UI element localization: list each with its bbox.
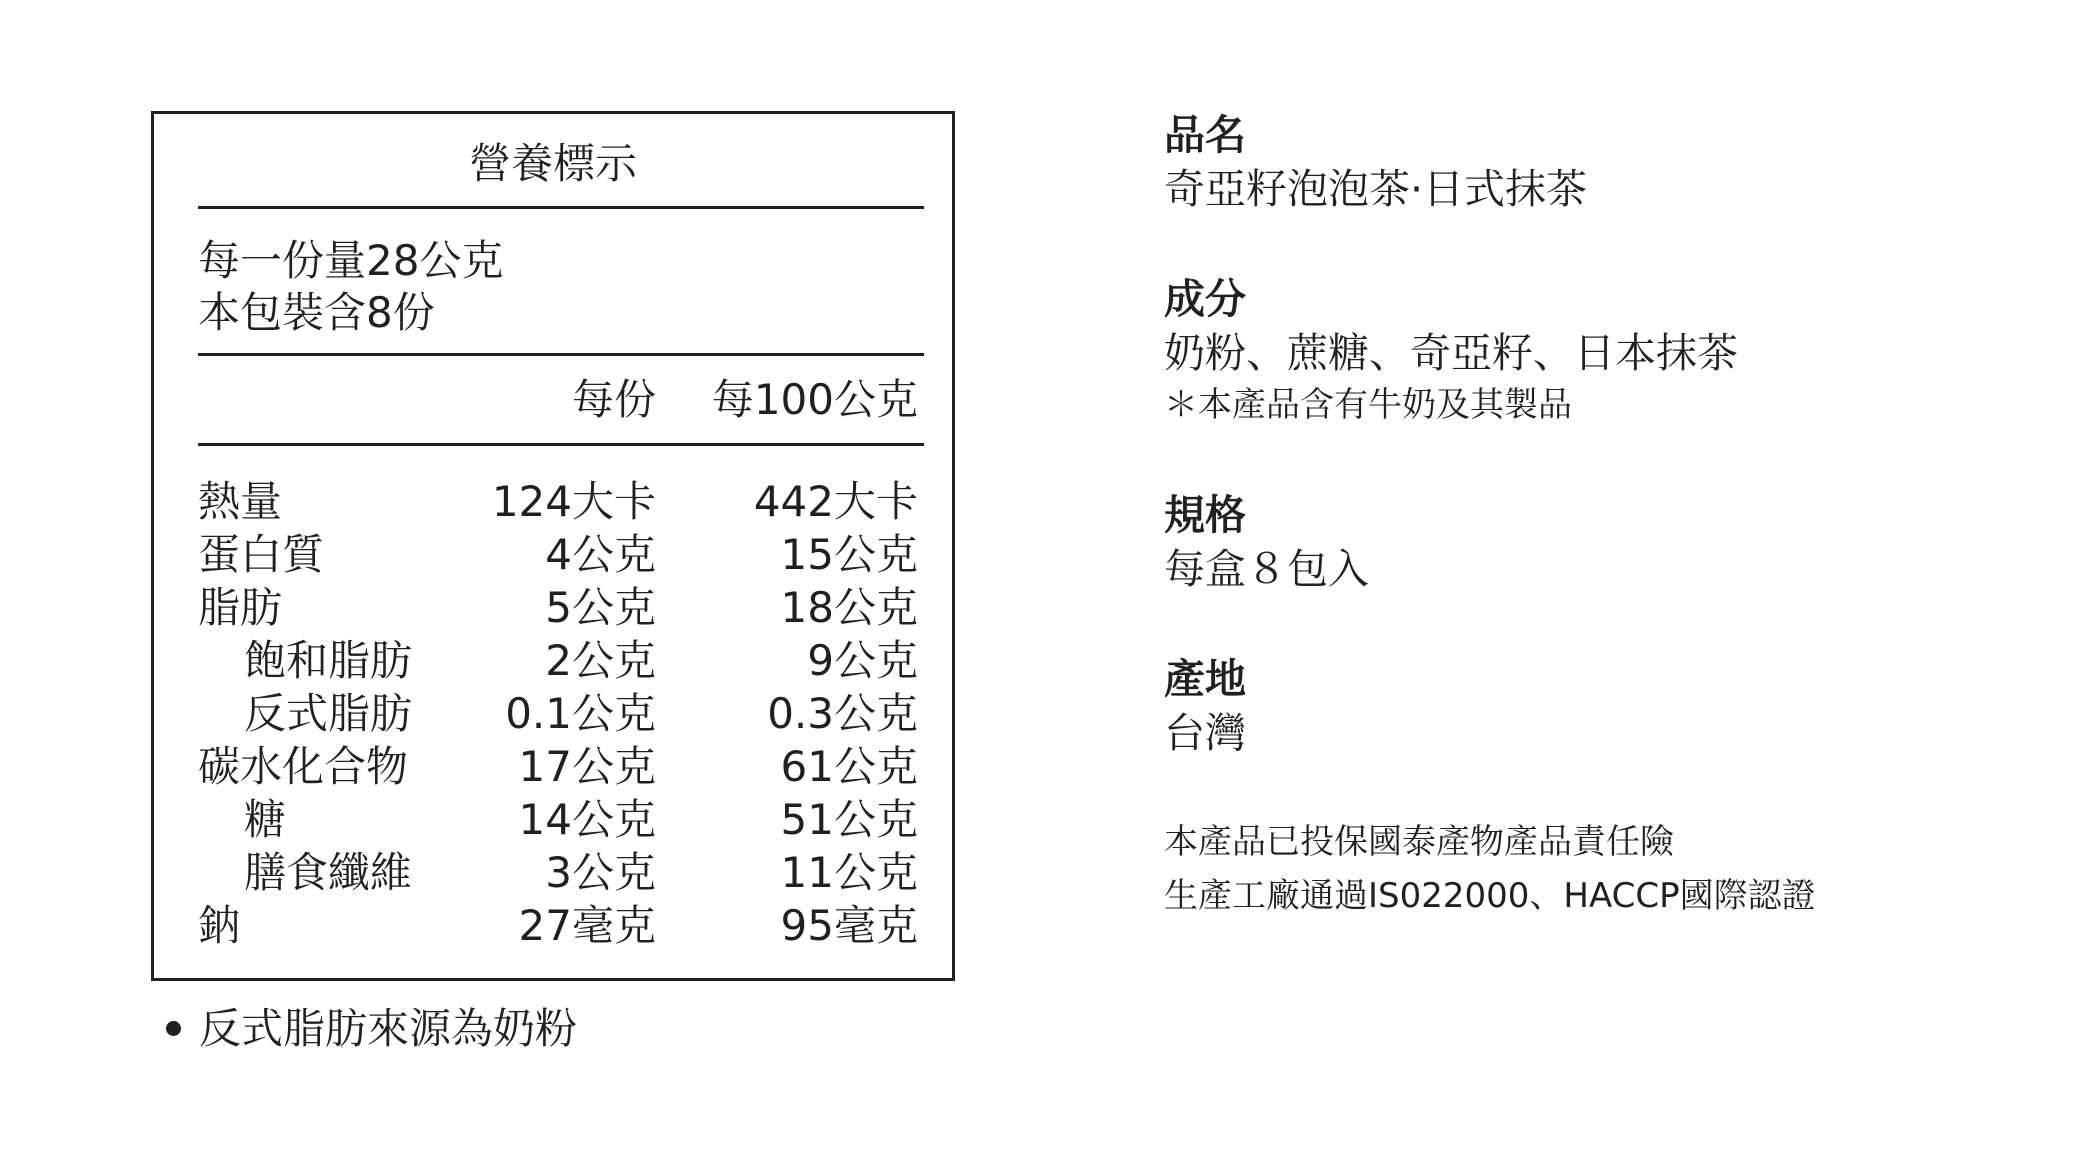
nutrient-row-fat bbox=[154, 581, 952, 634]
ingredients-heading: 成分 bbox=[1164, 275, 1246, 323]
product-name-value: 奇亞籽泡泡茶·日式抹茶 bbox=[1164, 165, 1588, 213]
nutrient-row-sugar bbox=[154, 793, 952, 846]
origin-section bbox=[1164, 652, 1246, 760]
divider bbox=[198, 206, 924, 209]
trans-fat-footnote bbox=[166, 998, 577, 1060]
certification-section bbox=[1164, 815, 1816, 923]
nutrient-row-dietary-fiber bbox=[154, 846, 952, 899]
value-per-100g: 95毫克 bbox=[780, 901, 918, 950]
product-name-heading: 品名 bbox=[1164, 111, 1246, 159]
value-per-serving: 27毫克 bbox=[518, 901, 656, 950]
value-per-serving: 3公克 bbox=[545, 848, 656, 897]
nutrient-name: 碳水化合物 bbox=[198, 742, 409, 791]
value-per-100g: 51公克 bbox=[780, 795, 918, 844]
origin-heading: 產地 bbox=[1164, 655, 1246, 703]
spec-value: 每盒８包入 bbox=[1164, 545, 1369, 593]
allergen-note: ＊本產品含有牛奶及其製品 bbox=[1164, 385, 1572, 425]
nutrient-name: 膳食纖維 bbox=[244, 848, 413, 897]
origin-value: 台灣 bbox=[1164, 709, 1246, 757]
bullet-icon bbox=[166, 1021, 181, 1036]
nutrient-row-carbohydrate bbox=[154, 740, 952, 793]
certification-note: 生產工廠通過IS022000、HACCP國際認證 bbox=[1164, 876, 1816, 916]
value-per-serving: 14公克 bbox=[518, 795, 656, 844]
serving-size: 每一份量28公克 bbox=[198, 236, 504, 285]
nutrition-panel bbox=[151, 111, 955, 981]
value-per-100g: 9公克 bbox=[807, 636, 918, 685]
nutrient-name: 鈉 bbox=[198, 901, 241, 950]
column-header-per-serving: 每份 bbox=[571, 375, 656, 424]
value-per-100g: 442大卡 bbox=[753, 477, 918, 526]
product-name-section bbox=[1164, 108, 1587, 216]
divider bbox=[198, 443, 924, 446]
footnote-text: 反式脂肪來源為奶粉 bbox=[199, 1004, 578, 1053]
value-per-serving: 17公克 bbox=[518, 742, 656, 791]
nutrient-row-trans-fat bbox=[154, 687, 952, 740]
nutrient-name: 糖 bbox=[244, 795, 287, 844]
value-per-serving: 4公克 bbox=[545, 530, 656, 579]
nutrient-row-protein bbox=[154, 528, 952, 581]
value-per-serving: 5公克 bbox=[545, 583, 656, 632]
nutrient-row-sodium bbox=[154, 899, 952, 952]
nutrition-title: 營養標示 bbox=[468, 139, 637, 188]
ingredients-value: 奶粉、蔗糖、奇亞籽、日本抹茶 bbox=[1164, 329, 1738, 377]
divider bbox=[198, 353, 924, 356]
nutrient-row-saturated-fat bbox=[154, 634, 952, 687]
value-per-100g: 18公克 bbox=[780, 583, 918, 632]
spec-heading: 規格 bbox=[1164, 491, 1246, 539]
value-per-100g: 11公克 bbox=[780, 848, 918, 897]
nutrient-name: 反式脂肪 bbox=[244, 689, 413, 738]
nutrient-row-energy bbox=[154, 475, 952, 528]
spec-section bbox=[1164, 488, 1369, 596]
value-per-serving: 124大卡 bbox=[491, 477, 656, 526]
ingredients-section bbox=[1164, 272, 1738, 430]
nutrient-name: 飽和脂肪 bbox=[244, 636, 413, 685]
value-per-serving: 0.1公克 bbox=[505, 689, 656, 738]
nutrient-name: 脂肪 bbox=[198, 583, 283, 632]
value-per-100g: 0.3公克 bbox=[767, 689, 918, 738]
insurance-note: 本產品已投保國泰產物產品責任險 bbox=[1164, 822, 1674, 862]
column-header-per-100g: 每100公克 bbox=[711, 375, 918, 424]
value-per-100g: 15公克 bbox=[780, 530, 918, 579]
nutrient-name: 熱量 bbox=[198, 477, 283, 526]
value-per-100g: 61公克 bbox=[780, 742, 918, 791]
nutrient-name: 蛋白質 bbox=[198, 530, 325, 579]
servings-per-pack: 本包裝含8份 bbox=[198, 288, 435, 337]
value-per-serving: 2公克 bbox=[545, 636, 656, 685]
